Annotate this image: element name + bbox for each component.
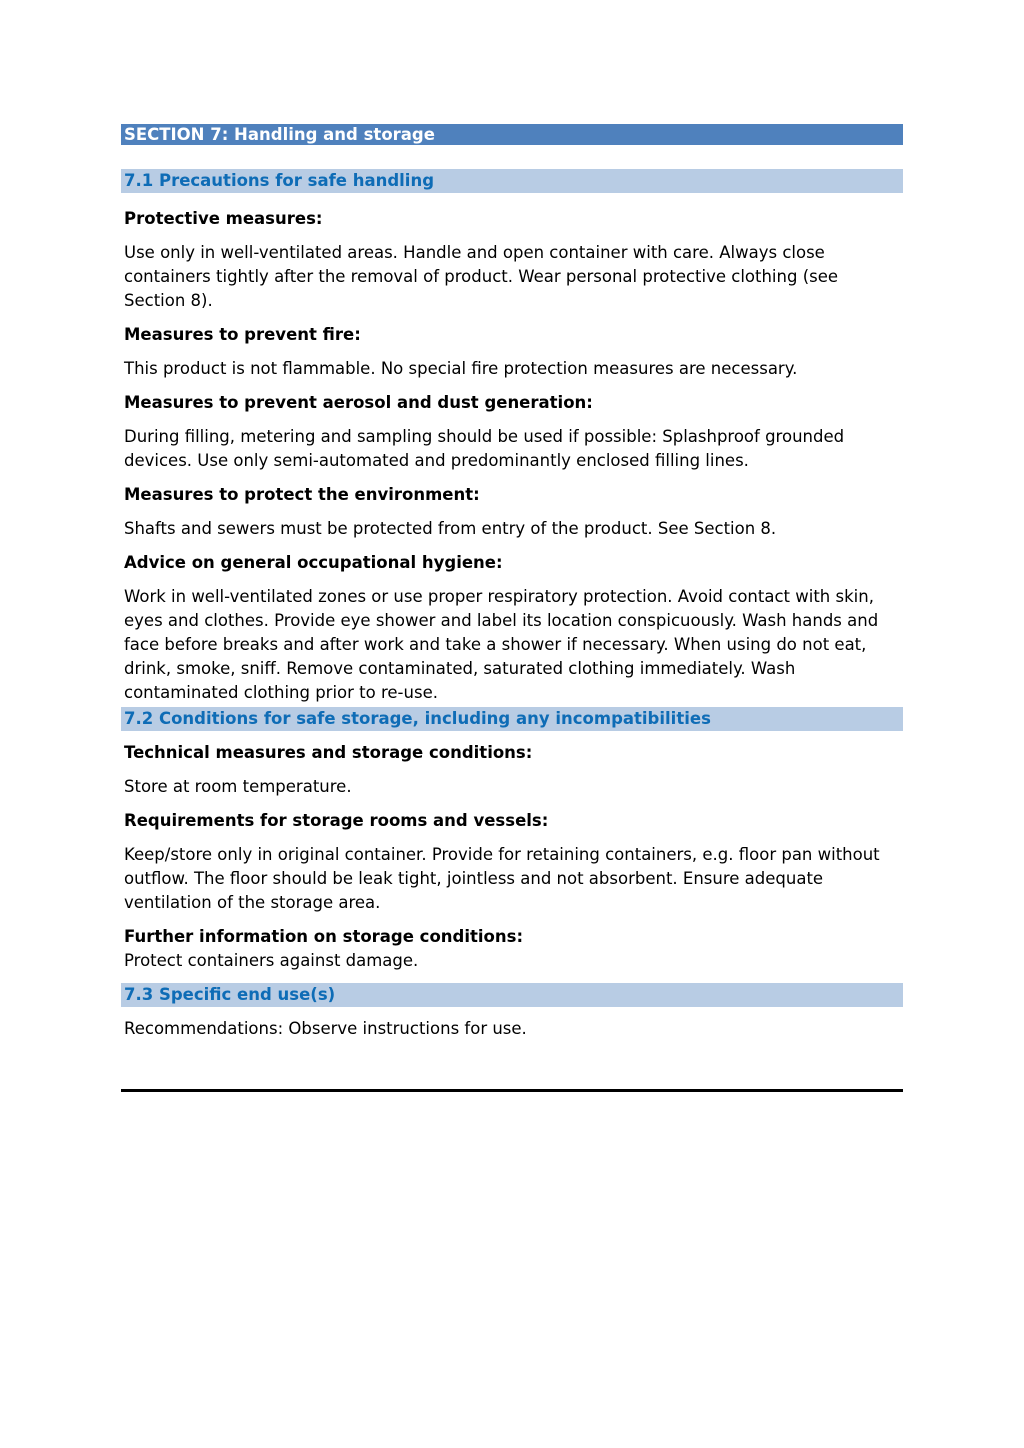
further-storage-heading: Further information on storage conditions: xyxy=(124,927,524,946)
protect-environment-text: Shafts and sewers must be protected from entry of the product. See Section 8. xyxy=(124,519,777,538)
page-divider xyxy=(121,1089,903,1092)
section-7-heading: SECTION 7: Handling and storage xyxy=(121,124,903,145)
technical-measures-text: Store at room temperature. xyxy=(124,777,352,796)
storage-rooms-text: Keep/store only in original container. Provide for retaining containers, e.g. floor pan without outflow. The floor should be leak tight, jointless and not absorbent. Ensure adequate ventilation of the storage area. xyxy=(124,845,880,912)
specific-end-use-text: Recommendations: Observe instructions for use. xyxy=(124,1019,527,1038)
protect-environment-heading: Measures to protect the environment: xyxy=(124,485,480,504)
subsection-7-1-heading: 7.1 Precautions for safe handling xyxy=(121,169,903,193)
aerosol-dust-heading: Measures to prevent aerosol and dust generation: xyxy=(124,393,593,412)
protective-measures-heading: Protective measures: xyxy=(124,209,323,228)
storage-rooms-heading: Requirements for storage rooms and vessels: xyxy=(124,811,549,830)
occupational-hygiene-text: Work in well-ventilated zones or use proper respiratory protection. Avoid contact with skin, eyes and clothes. Provide eye shower and label its location conspicuously. Wash hands and face before breaks and after work and take a shower if necessary. When using do not eat, drink, smoke, sniff. Remove contaminated, saturated clothing immediately. Wash contaminated clothing prior to re-use. xyxy=(124,587,879,702)
prevent-fire-text: This product is not flammable. No special fire protection measures are necessary. xyxy=(124,359,798,378)
aerosol-dust-text: During filling, metering and sampling should be used if possible: Splashproof grounded devices. Use only semi-automated and predominantly enclosed filling lines. xyxy=(124,427,845,470)
occupational-hygiene-heading: Advice on general occupational hygiene: xyxy=(124,553,503,572)
prevent-fire-heading: Measures to prevent fire: xyxy=(124,325,361,344)
subsection-7-3-heading: 7.3 Specific end use(s) xyxy=(121,983,903,1007)
further-storage-text: Protect containers against damage. xyxy=(124,951,419,970)
technical-measures-heading: Technical measures and storage conditions: xyxy=(124,743,533,762)
subsection-7-2-heading: 7.2 Conditions for safe storage, including any incompatibilities xyxy=(121,707,903,731)
document-page xyxy=(121,124,903,1041)
protective-measures-text: Use only in well-ventilated areas. Handle and open container with care. Always close containers tightly after the removal of product. Wear personal protective clothing (see Section 8). xyxy=(124,243,839,310)
